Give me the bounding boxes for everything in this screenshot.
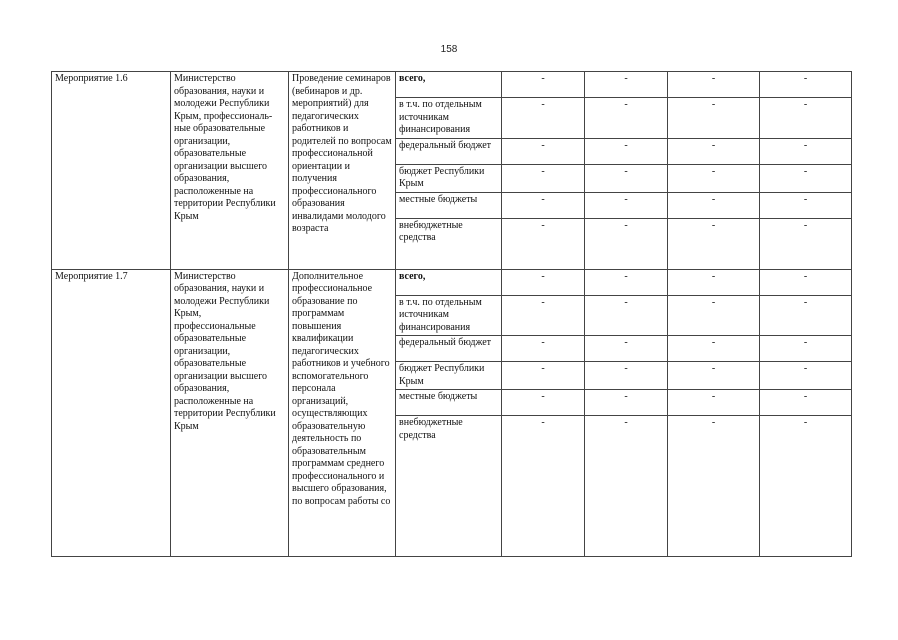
funding-value: - <box>585 72 668 98</box>
funding-value: - <box>502 98 585 139</box>
funding-value: - <box>585 98 668 139</box>
funding-value: - <box>668 72 760 98</box>
funding-value: - <box>502 192 585 218</box>
funding-source: федеральный бюджет <box>396 138 502 164</box>
funding-value: - <box>760 98 852 139</box>
funding-value: - <box>585 336 668 362</box>
funding-value: - <box>585 164 668 192</box>
funding-value: - <box>585 390 668 416</box>
funding-value: - <box>502 269 585 295</box>
funding-source: внебюджетные средства <box>396 218 502 269</box>
funding-value: - <box>760 336 852 362</box>
funding-source: бюджет Республики Крым <box>396 164 502 192</box>
funding-value: - <box>760 416 852 557</box>
funding-value: - <box>585 192 668 218</box>
funding-value: - <box>502 218 585 269</box>
funding-value: - <box>502 164 585 192</box>
funding-value: - <box>585 269 668 295</box>
funding-value: - <box>668 295 760 336</box>
activity-executor: Министерство образования, науки и молодежи Республики Крым, профессиональные образовательные организации, образовательные организации высшего образования, расположенные на территории Республики Крым <box>171 269 289 557</box>
funding-value: - <box>668 98 760 139</box>
activity-name: Мероприятие 1.6 <box>52 72 171 270</box>
funding-source: внебюджетные средства <box>396 416 502 557</box>
funding-value: - <box>760 362 852 390</box>
funding-value: - <box>668 164 760 192</box>
funding-value: - <box>585 218 668 269</box>
funding-value: - <box>502 416 585 557</box>
funding-value: - <box>760 390 852 416</box>
funding-value: - <box>760 164 852 192</box>
funding-source: местные бюджеты <box>396 390 502 416</box>
funding-value: - <box>760 192 852 218</box>
funding-value: - <box>585 295 668 336</box>
funding-value: - <box>502 138 585 164</box>
funding-value: - <box>668 416 760 557</box>
funding-source: всего, <box>396 269 502 295</box>
funding-value: - <box>585 138 668 164</box>
activity-executor: Министерство образования, науки и молодежи Республики Крым, профессиональ-ные образовательные организации, образовательные организации высшего образования, расположенные на территории Республики Крым <box>171 72 289 270</box>
page-number: 158 <box>440 44 458 55</box>
funding-value: - <box>760 218 852 269</box>
table-row <box>52 72 852 98</box>
activity-name: Мероприятие 1.7 <box>52 269 171 557</box>
funding-value: - <box>760 269 852 295</box>
funding-source: федеральный бюджет <box>396 336 502 362</box>
funding-value: - <box>668 336 760 362</box>
funding-value: - <box>668 362 760 390</box>
funding-source: в т.ч. по отдельным источникам финансирования <box>396 98 502 139</box>
funding-source: в т.ч. по отдельным источникам финансирования <box>396 295 502 336</box>
funding-value: - <box>668 218 760 269</box>
funding-value: - <box>502 336 585 362</box>
funding-value: - <box>502 72 585 98</box>
financing-table <box>51 71 852 557</box>
funding-value: - <box>760 295 852 336</box>
funding-value: - <box>502 295 585 336</box>
funding-value: - <box>585 362 668 390</box>
funding-value: - <box>502 390 585 416</box>
funding-source: всего, <box>396 72 502 98</box>
table-row <box>52 269 852 295</box>
funding-value: - <box>502 362 585 390</box>
funding-value: - <box>668 138 760 164</box>
funding-value: - <box>585 416 668 557</box>
funding-value: - <box>668 390 760 416</box>
activity-description: Дополнительное профессиональное образование по программам повышения квалификации педагогических работников и учебного вспомогательного персонала организаций, осуществляющих образовательную деятельность по образовательным программам среднего профессионального и высшего образования, по вопросам работы со <box>289 269 396 557</box>
funding-source: бюджет Республики Крым <box>396 362 502 390</box>
funding-value: - <box>668 192 760 218</box>
funding-value: - <box>668 269 760 295</box>
funding-source: местные бюджеты <box>396 192 502 218</box>
activity-description: Проведение семинаров (вебинаров и др. мероприятий) для педагогических работников и родителей по вопросам профессиональной ориентации и получения профессионального образования инвалидами молодого возраста <box>289 72 396 270</box>
funding-value: - <box>760 72 852 98</box>
funding-value: - <box>760 138 852 164</box>
